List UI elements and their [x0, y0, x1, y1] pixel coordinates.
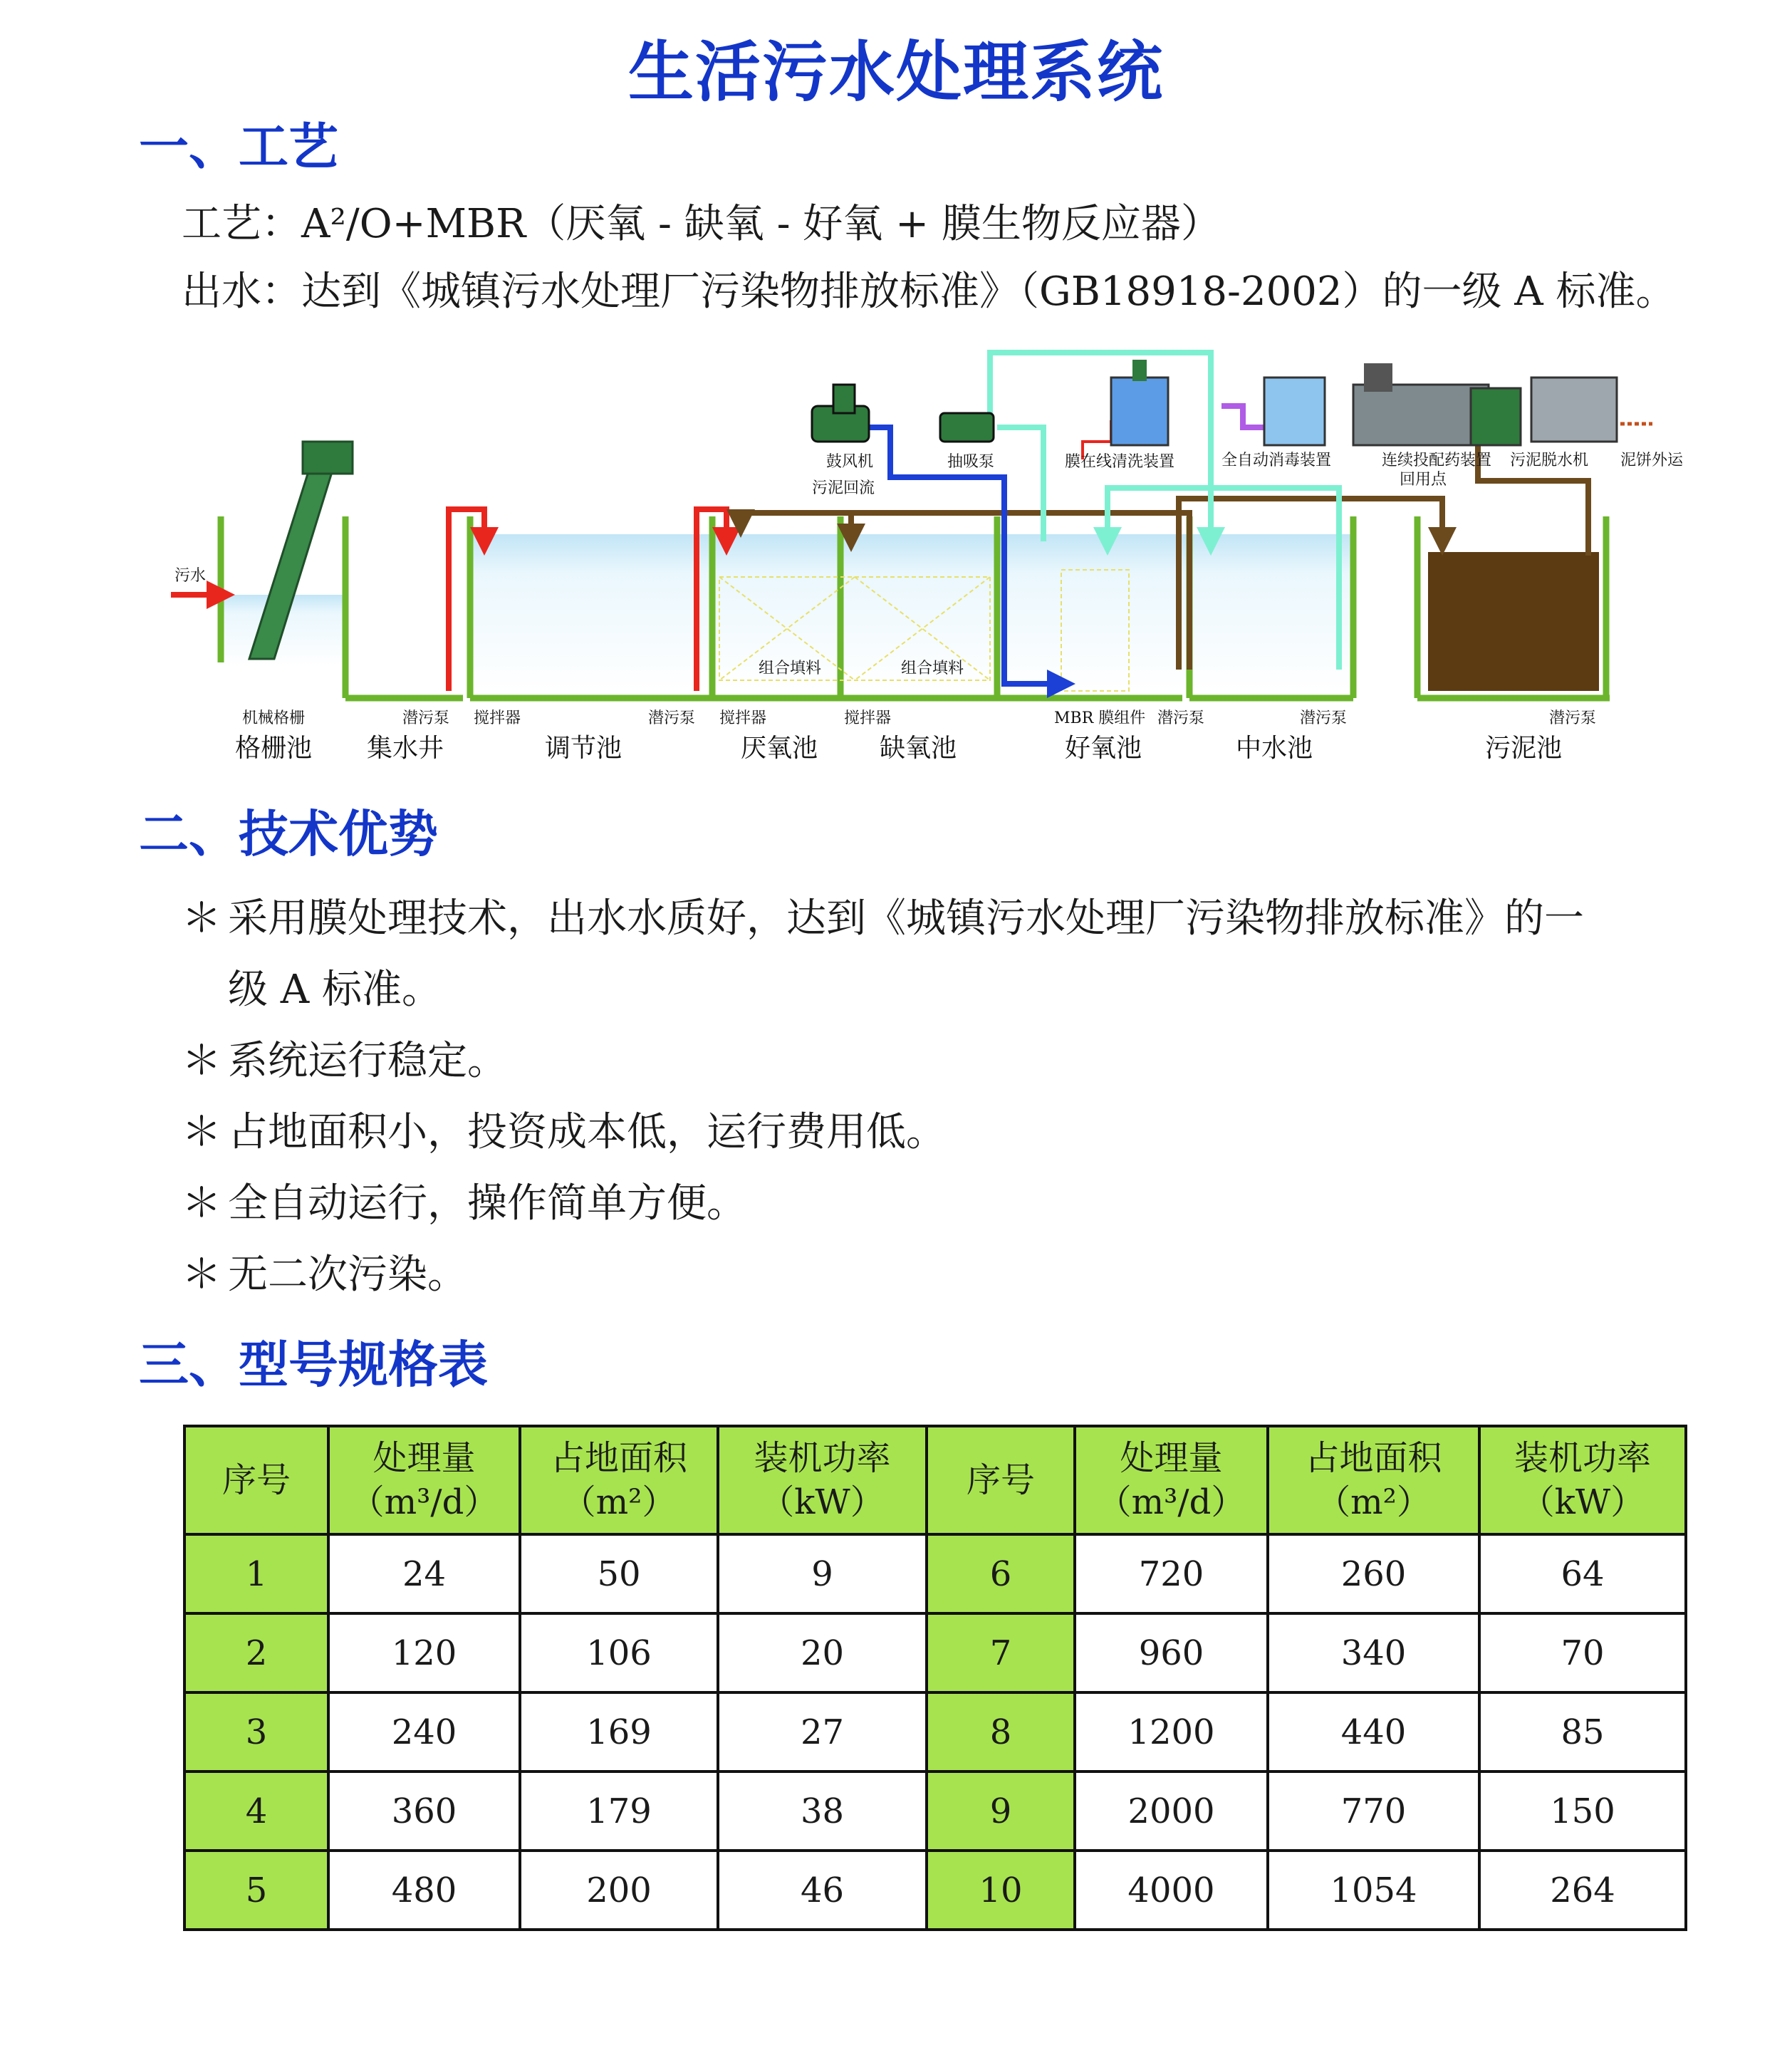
- section-heading-advantages: 二、技术优势: [139, 805, 438, 863]
- tank-anoxic: 缺氧池: [880, 734, 957, 763]
- label-filler-2: 组合填料: [901, 660, 964, 677]
- table-row: [184, 1772, 1686, 1851]
- cell-power: 20: [718, 1613, 927, 1692]
- bullet-mark: ＊: [182, 1109, 222, 1155]
- cell-index: 3: [184, 1692, 328, 1772]
- label-cake-out: 泥饼外运: [1620, 452, 1684, 469]
- header-area: 占地面积 （m²）: [520, 1426, 718, 1534]
- table-row: [184, 1692, 1686, 1772]
- cell-capacity: 360: [328, 1772, 520, 1851]
- advantages-list: [182, 883, 1713, 1311]
- cell-area: 440: [1268, 1692, 1479, 1772]
- tank-collect: 集水井: [367, 734, 444, 763]
- cell-index: 5: [184, 1851, 328, 1930]
- cell-capacity: 240: [328, 1692, 520, 1772]
- effluent-description: 出水：达到《城镇污水处理厂污染物排放标准》（GB18918-2002）的一级 A 标准。: [182, 269, 1676, 315]
- label-blower: 鼓风机: [826, 453, 874, 471]
- tank-grid: 格栅池: [235, 734, 313, 763]
- cell-power: 264: [1479, 1851, 1686, 1930]
- cell-index: 7: [927, 1613, 1075, 1692]
- tank-anaerobic: 厌氧池: [741, 734, 818, 763]
- list-item: [182, 1239, 1713, 1311]
- label-pump-5: 潜污泵: [1549, 709, 1597, 727]
- cell-capacity: 960: [1075, 1613, 1268, 1692]
- label-mbr: MBR 膜组件: [1054, 709, 1146, 727]
- process-flow-diagram: [0, 335, 1792, 798]
- label-disinfection: 全自动消毒装置: [1221, 452, 1332, 469]
- tank-reclaimed: 中水池: [1236, 734, 1313, 763]
- cell-index: 2: [184, 1613, 328, 1692]
- cell-index: 10: [927, 1851, 1075, 1930]
- table-header-row: [184, 1426, 1686, 1534]
- cell-capacity: 24: [328, 1534, 520, 1613]
- cell-area: 340: [1268, 1613, 1479, 1692]
- label-reuse-point: 回用点: [1400, 471, 1447, 489]
- cell-index: 1: [184, 1534, 328, 1613]
- header-index: 序号: [927, 1426, 1075, 1534]
- cell-index: 8: [927, 1692, 1075, 1772]
- cell-index: 9: [927, 1772, 1075, 1851]
- cell-capacity: 2000: [1075, 1772, 1268, 1851]
- disinfection-icon: [1264, 378, 1325, 445]
- cell-power: 150: [1479, 1772, 1686, 1851]
- advantage-continuation: 级 A 标准。: [228, 967, 442, 1013]
- header-power: 装机功率 （kW）: [1479, 1426, 1686, 1534]
- advantage-text: 系统运行稳定。: [228, 1038, 507, 1084]
- cell-index: 6: [927, 1534, 1075, 1613]
- table-row: [184, 1534, 1686, 1613]
- cell-area: 200: [520, 1851, 718, 1930]
- label-suction-pump: 抽吸泵: [947, 453, 995, 471]
- cell-capacity: 480: [328, 1851, 520, 1930]
- list-item: [182, 883, 1713, 954]
- cell-capacity: 4000: [1075, 1851, 1268, 1930]
- label-pump-3: 潜污泵: [1157, 709, 1205, 727]
- advantage-text: 全自动运行，操作简单方便。: [228, 1180, 746, 1227]
- header-area: 占地面积 （m²）: [1268, 1426, 1479, 1534]
- advantage-text: 采用膜处理技术，出水水质好，达到《城镇污水处理厂污染物排放标准》的一: [228, 895, 1584, 942]
- list-item: [182, 1168, 1713, 1239]
- cell-capacity: 720: [1075, 1534, 1268, 1613]
- table-row: [184, 1613, 1686, 1692]
- disinfect-pipe: [1221, 406, 1268, 427]
- suction-pump-icon: [940, 413, 994, 442]
- advantage-text: 无二次污染。: [228, 1252, 467, 1298]
- membrane-clean-icon: [1111, 360, 1168, 445]
- cell-area: 50: [520, 1534, 718, 1613]
- tank-aerobic: 好氧池: [1065, 734, 1142, 763]
- label-mixer-1: 搅拌器: [474, 709, 521, 727]
- label-mixer-2: 搅拌器: [719, 709, 767, 727]
- list-item: [182, 1026, 1713, 1097]
- label-dosing: 连续投配药装置: [1382, 452, 1492, 469]
- label-sludge-return: 污泥回流: [812, 479, 875, 497]
- process-description: 工艺：A²/O+MBR（厌氧 - 缺氧 - 好氧 + 膜生物反应器）: [182, 201, 1221, 247]
- spec-table: [183, 1425, 1687, 1931]
- label-pump-1: 潜污泵: [402, 709, 450, 727]
- section-heading-process: 一、工艺: [139, 118, 338, 176]
- cell-power: 70: [1479, 1613, 1686, 1692]
- label-membrane-clean: 膜在线清洗装置: [1065, 453, 1175, 471]
- cell-power: 9: [718, 1534, 927, 1613]
- label-pump-4: 潜污泵: [1300, 709, 1348, 727]
- cell-power: 38: [718, 1772, 927, 1851]
- cell-capacity: 1200: [1075, 1692, 1268, 1772]
- header-power: 装机功率 （kW）: [718, 1426, 927, 1534]
- cell-area: 106: [520, 1613, 718, 1692]
- list-item: [182, 1097, 1713, 1168]
- bullet-mark: ＊: [182, 1252, 222, 1298]
- cell-power: 27: [718, 1692, 927, 1772]
- tank-sludge: 污泥池: [1485, 734, 1563, 763]
- cell-area: 260: [1268, 1534, 1479, 1613]
- tank-adjust: 调节池: [545, 734, 622, 763]
- dosing-icon: [1353, 363, 1489, 445]
- cell-index: 4: [184, 1772, 328, 1851]
- cell-power: 64: [1479, 1534, 1686, 1613]
- blower-icon: [812, 385, 869, 442]
- label-filler-1: 组合填料: [759, 660, 822, 677]
- label-mixer-3: 搅拌器: [844, 709, 892, 727]
- bullet-mark: ＊: [182, 1180, 222, 1227]
- sludge-body: [1428, 552, 1599, 691]
- header-capacity: 处理量 （m³/d）: [1075, 1426, 1268, 1534]
- label-pump-2: 潜污泵: [648, 709, 696, 727]
- header-capacity: 处理量 （m³/d）: [328, 1426, 520, 1534]
- label-screen: 机械格栅: [242, 709, 306, 727]
- advantage-text: 占地面积小，投资成本低，运行费用低。: [228, 1109, 946, 1155]
- label-inflow: 污水: [174, 567, 207, 585]
- label-dewatering: 污泥脱水机: [1510, 452, 1589, 469]
- cell-area: 179: [520, 1772, 718, 1851]
- cell-area: 169: [520, 1692, 718, 1772]
- section-heading-spec: 三、型号规格表: [139, 1336, 488, 1394]
- cell-capacity: 120: [328, 1613, 520, 1692]
- bullet-mark: ＊: [182, 1038, 222, 1084]
- page-title: 生活污水处理系统: [627, 34, 1164, 110]
- bullet-mark: ＊: [182, 895, 222, 942]
- cell-power: 46: [718, 1851, 927, 1930]
- header-index: 序号: [184, 1426, 328, 1534]
- table-row: [184, 1851, 1686, 1930]
- cell-power: 85: [1479, 1692, 1686, 1772]
- dewatering-icon: [1471, 378, 1617, 445]
- cell-area: 1054: [1268, 1851, 1479, 1930]
- cell-area: 770: [1268, 1772, 1479, 1851]
